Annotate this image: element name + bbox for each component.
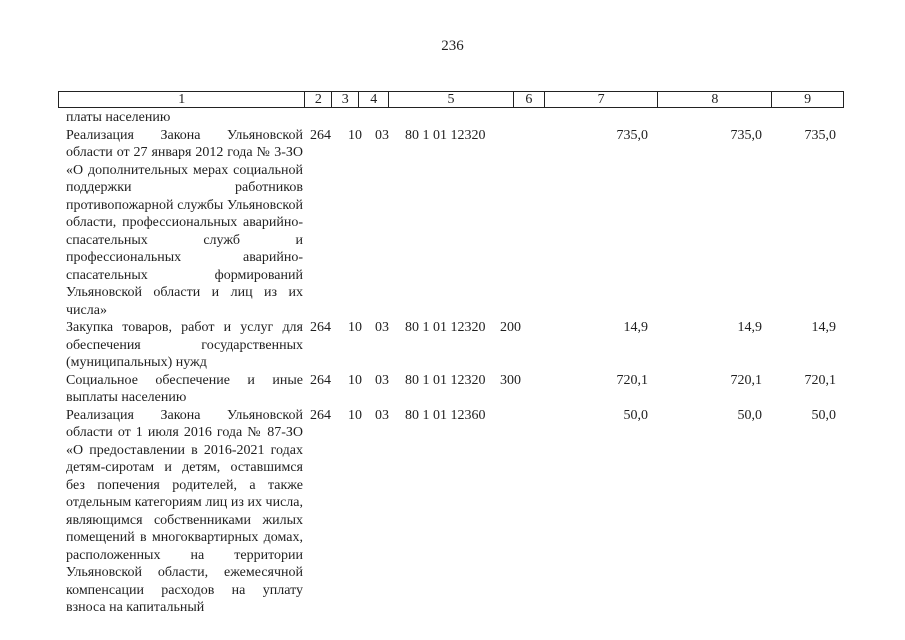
target-article-code: 80 1 01 12360 <box>405 407 486 423</box>
row-description: Реализация Закона Ульяновской области от 1 июля 2016 года № 87-ЗО «О предоставлении в 2016-2021 годах детям-сиротам и детям, оставшимся без попечения родителей, а также отдельным категориям лиц из их числа, являющимся собственниками жилых помещений в многоквартирных домах, расположенных на территории Ульяновской области, ежемесячной компенсации расходов на уплату взноса на капитальный <box>66 407 303 615</box>
subsection-code: 03 <box>375 320 389 335</box>
header-cell: 1 <box>178 92 186 107</box>
table-row <box>66 407 846 617</box>
table-row <box>66 319 846 372</box>
subsection-code: 03 <box>375 372 389 388</box>
table-row <box>66 127 846 320</box>
section-code: 10 <box>348 127 362 143</box>
row-description: Реализация Закона Ульяновской области от 27 января 2012 года № 3-ЗО «О дополнительных мерах социальной поддержки работников противопожарной службы Ульяновской области, профессиональных аварийно-спасательных служб и профессиональных аварийно-спасательных формирований Ульяновской области и лиц из их числа» <box>66 127 303 318</box>
amount-col8: 735,0 <box>730 127 762 143</box>
header-cell: 3 <box>331 92 358 107</box>
section-code: 10 <box>348 407 362 423</box>
amount-col7: 720,1 <box>616 372 648 388</box>
amount-col9: 735,0 <box>804 127 836 143</box>
header-cell: 2 <box>304 92 331 107</box>
grbs-code: 264 <box>310 407 331 423</box>
grbs-code: 264 <box>310 320 331 335</box>
amount-col7: 50,0 <box>623 407 648 423</box>
page-number: 236 <box>441 38 464 54</box>
table-row <box>66 109 846 127</box>
header-cell: 5 <box>388 92 513 107</box>
amount-col8: 50,0 <box>737 407 762 423</box>
amount-col9: 50,0 <box>811 407 836 423</box>
grbs-code: 264 <box>310 127 331 143</box>
grbs-code: 264 <box>310 372 331 388</box>
target-article-code: 80 1 01 12320 <box>405 372 486 388</box>
amount-col7: 14,9 <box>623 320 648 335</box>
header-cell: 6 <box>513 92 544 107</box>
amount-col8: 720,1 <box>730 372 762 388</box>
subsection-code: 03 <box>375 407 389 423</box>
target-article-code: 80 1 01 12320 <box>405 320 486 335</box>
amount-col7: 735,0 <box>616 127 648 143</box>
expense-type-code: 200 <box>500 320 521 335</box>
target-article-code: 80 1 01 12320 <box>405 127 486 143</box>
amount-col9: 14,9 <box>811 320 836 335</box>
row-description: Закупка товаров, работ и услуг для обеспечения государственных (муниципальных) нужд <box>66 320 303 370</box>
amount-col8: 14,9 <box>737 320 762 335</box>
row-description: Социальное обеспечение и иные выплаты населению <box>66 372 303 405</box>
budget-table-body <box>66 109 846 617</box>
table-row <box>66 372 846 407</box>
section-code: 10 <box>348 372 362 388</box>
header-cell: 8 <box>657 92 771 107</box>
header-cell: 9 <box>771 92 843 107</box>
header-cell: 4 <box>358 92 388 107</box>
header-cell: 7 <box>544 92 658 107</box>
row-description: платы населению <box>66 110 171 125</box>
table-header <box>58 91 844 108</box>
amount-col9: 720,1 <box>804 372 836 388</box>
section-code: 10 <box>348 320 362 335</box>
subsection-code: 03 <box>375 127 389 143</box>
expense-type-code: 300 <box>500 372 521 388</box>
